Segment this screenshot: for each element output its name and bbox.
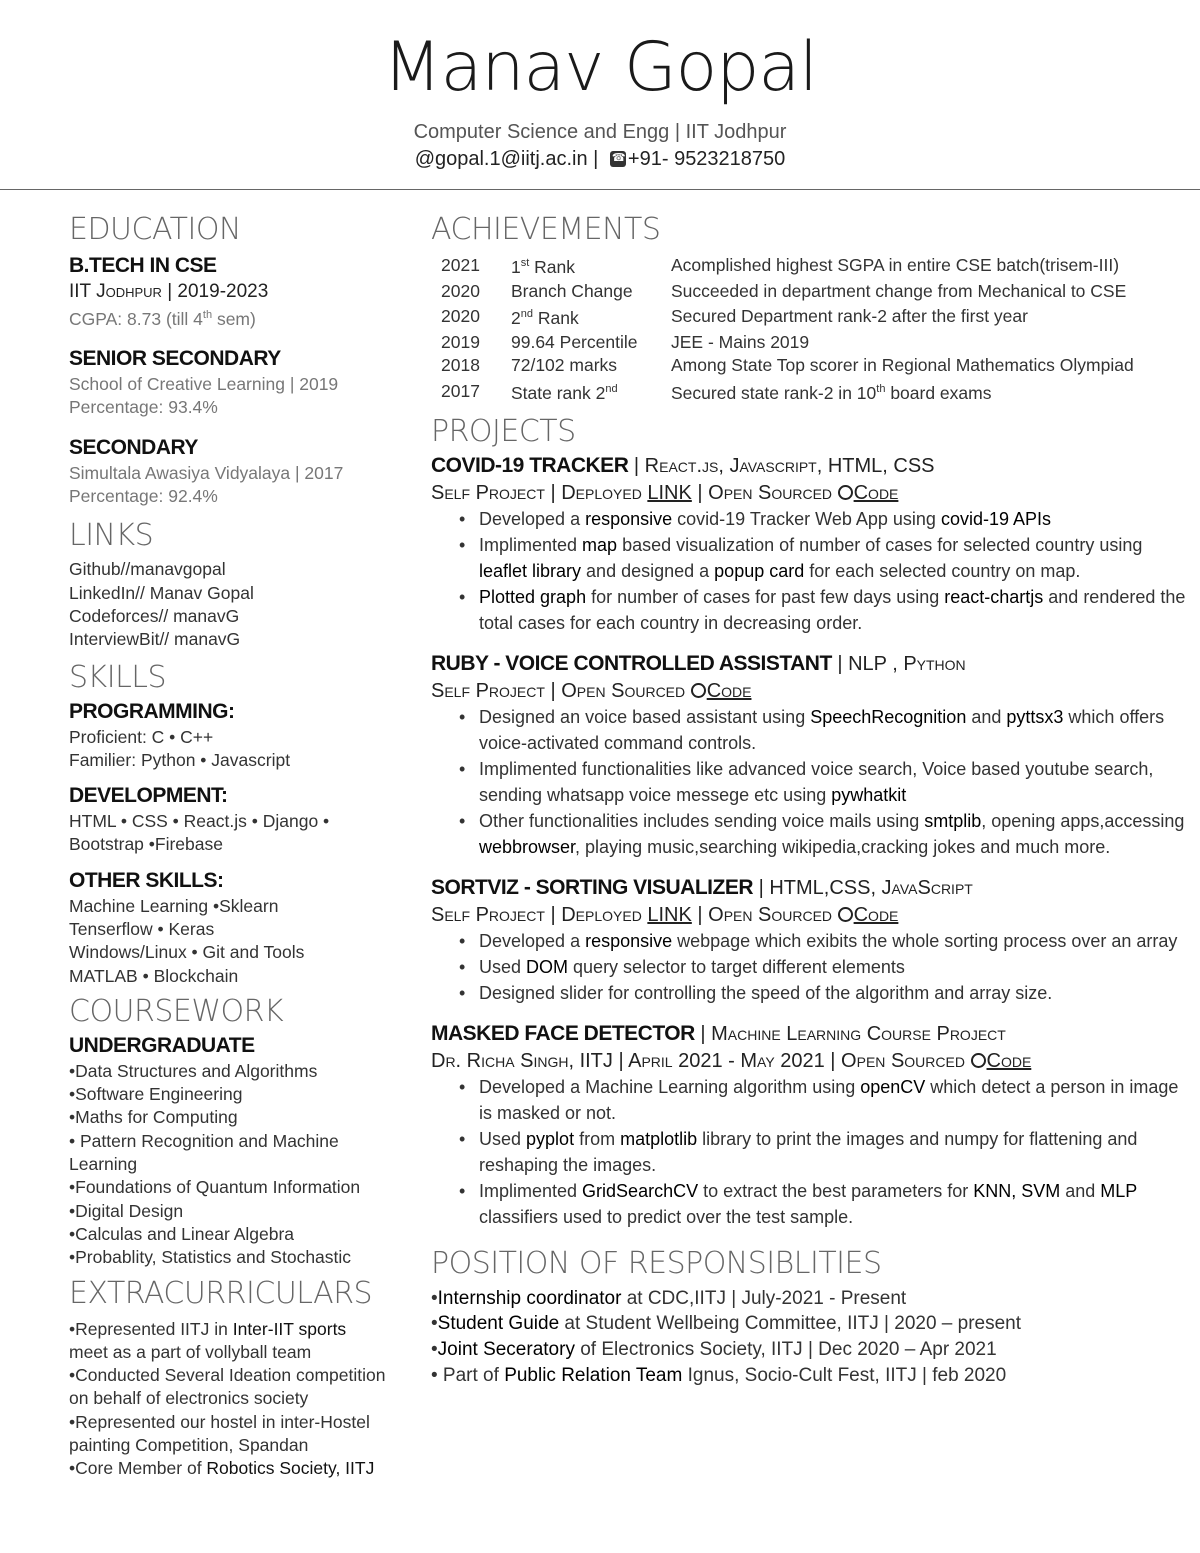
position-item: •Student Guide at Student Wellbeing Committee, IITJ | 2020 – present — [431, 1313, 1022, 1335]
project-bullet: • Implimented map based visualization of number of cases for selected country using leaflet library and designed a popup card for each selected country on map. — [479, 532, 1191, 584]
achievement-row: 2018 72/102 marks Among State Top scorer in Regional Mathematics Olympiad — [441, 355, 1134, 376]
extra-item: painting Competition, Spandan — [69, 1435, 309, 1456]
btech-cgpa: CGPA: 8.73 (till 4th sem) — [69, 308, 256, 329]
project-code-link[interactable]: Code — [853, 481, 899, 504]
right-column — [431, 212, 1191, 1389]
education-title: EDUCATION — [69, 212, 241, 247]
achievement-row: 2021 1st Rank Acomplished highest SGPA in entire CSE batch(trisem-III) — [441, 254, 1120, 277]
course-item: • Pattern Recognition and Machine — [69, 1130, 339, 1151]
extracurriculars-list — [69, 1318, 419, 1481]
skill-line: MATLAB • Blockchain — [69, 965, 239, 986]
project-link[interactable]: LINK — [647, 481, 692, 504]
project-meta: Self Project | Deployed LINK | Open Sourced Code — [431, 481, 899, 504]
project-bullet: • Developed a Machine Learning algorithm using openCV which detect a person in image is masked or not. — [479, 1074, 1191, 1126]
project-bullet: • Developed a responsive covid-19 Tracker Web App using covid-19 APIs — [479, 506, 1191, 532]
project-link[interactable]: LINK — [647, 903, 692, 926]
header-divider — [0, 189, 1200, 190]
skill-line: Tenserflow • Keras — [69, 918, 215, 939]
project-bullet: • Developed a responsive webpage which exibits the whole sorting process over an array — [479, 928, 1191, 954]
course-item: •Digital Design — [69, 1200, 184, 1221]
project-masked-face — [431, 1020, 1191, 1230]
skill-line: Familier: Python • Javascript — [69, 749, 291, 770]
extra-item: •Represented IITJ in Inter-IIT sports — [69, 1318, 347, 1339]
link-linkedin[interactable]: LinkedIn// Manav Gopal — [69, 582, 254, 603]
link-codeforces[interactable]: Codeforces// manavG — [69, 605, 240, 626]
email-text[interactable]: @gopal.1@iitj.ac.in | — [414, 148, 599, 170]
project-title: MASKED FACE DETECTOR | Machine Learning Course Project — [431, 1021, 1006, 1045]
skill-line: Proficient: C • C++ — [69, 726, 214, 747]
course-item: Learning — [69, 1154, 138, 1175]
achievement-row: 2020 Branch Change Succeeded in department change from Mechanical to CSE — [441, 280, 1127, 301]
extra-item: •Represented our hostel in inter-Hostel — [69, 1411, 370, 1432]
project-covid-tracker — [431, 452, 1191, 636]
course-item: •Software Engineering — [69, 1084, 243, 1105]
project-title: SORTVIZ - SORTING VISUALIZER | HTML,CSS, JavaScript — [431, 875, 973, 899]
links-list — [69, 558, 419, 651]
skill-line: HTML • CSS • React.js • Django • — [69, 811, 330, 832]
position-item: • Part of Public Relation Team Ignus, Socio-Cult Fest, IITJ | feb 2020 — [431, 1364, 1007, 1386]
link-interviewbit[interactable]: InterviewBit// manavG — [69, 629, 241, 650]
positions-list — [431, 1286, 1191, 1389]
btech-institute: IIT Jodhpur | 2019-2023 — [69, 281, 269, 302]
extracurriculars-title: EXTRACURRICULARS — [69, 1275, 373, 1311]
programming-heading: PROGRAMMING: — [69, 699, 235, 723]
left-column — [69, 212, 419, 1481]
undergraduate-heading: UNDERGRADUATE — [69, 1033, 255, 1057]
development-heading: DEVELOPMENT: — [69, 784, 228, 808]
secondary-school: Simultala Awasiya Vidyalaya | 2017 — [69, 462, 344, 483]
project-bullet: • Used pyplot from matplotlib library to print the images and numpy for flattening and reshaping the images. — [479, 1126, 1191, 1178]
github-icon — [691, 683, 706, 698]
extra-item: meet as a part of vollyball team — [69, 1341, 312, 1362]
project-bullet: • Other functionalities includes sending voice mails using smtplib, opening apps,accessing webbrowser, playing music,searching wikipedia,cracking jokes and much more. — [479, 808, 1191, 860]
project-bullet: • Designed slider for controlling the speed of the algorithm and array size. — [479, 980, 1191, 1006]
resume-subtitle: Computer Science and Engg | IIT Jodhpur — [413, 121, 787, 143]
positions-title: POSITION OF RESPONSIBLITIES — [431, 1245, 882, 1281]
projects-title: PROJECTS — [431, 413, 576, 449]
course-item: •Probablity, Statistics and Stochastic — [69, 1247, 352, 1268]
project-meta: Self Project | Open Sourced Code — [431, 679, 752, 702]
course-item: •Calculas and Linear Algebra — [69, 1223, 295, 1244]
achievement-row: 2017 State rank 2nd Secured state rank-2 in 10th board exams — [441, 381, 992, 403]
coursework-title: COURSEWORK — [69, 993, 284, 1029]
skills-title: SKILLS — [69, 659, 167, 695]
project-title: COVID-19 TRACKER | React.js, Javascript, HTML, CSS — [431, 453, 935, 477]
secondary-heading: SECONDARY — [69, 435, 198, 459]
position-item: •Joint Seceratory of Electronics Society, IITJ | Dec 2020 – Apr 2021 — [431, 1339, 997, 1361]
course-item: •Data Structures and Algorithms — [69, 1060, 318, 1081]
resume-name: Manav Gopal — [383, 28, 817, 107]
extra-item: •Core Member of Robotics Society, IITJ — [69, 1458, 375, 1479]
achievement-row: 2019 99.64 Percentile JEE - Mains 2019 — [441, 331, 810, 352]
project-meta: Self Project | Deployed LINK | Open Sourced Code — [431, 903, 899, 926]
github-icon — [838, 485, 853, 500]
project-bullet: • Plotted graph for number of cases for past few days using react-chartjs and rendered the total cases for each country in decreasing order. — [479, 584, 1191, 636]
project-sortviz — [431, 874, 1191, 1006]
project-ruby-assistant — [431, 650, 1191, 860]
github-icon — [971, 1053, 986, 1068]
extra-item: on behalf of electronics society — [69, 1388, 309, 1409]
other-skills-heading: OTHER SKILLS: — [69, 868, 224, 892]
secondary-percentage: Percentage: 92.4% — [69, 486, 218, 507]
project-code-link[interactable]: Code — [706, 679, 752, 702]
skill-line: Machine Learning •Sklearn — [69, 895, 279, 916]
contact-line — [0, 148, 1200, 171]
links-title: LINKS — [69, 518, 154, 554]
project-code-link[interactable]: Code — [986, 1049, 1032, 1072]
achievements-table — [441, 252, 1134, 406]
senior-percentage: Percentage: 93.4% — [69, 397, 218, 418]
achievements-title: ACHIEVEMENTS — [431, 212, 661, 247]
link-github[interactable]: Github//manavgopal — [69, 559, 226, 580]
project-bullet: • Implimented GridSearchCV to extract the best parameters for KNN, SVM and MLP classifiers used to predict over the test sample. — [479, 1178, 1191, 1230]
phone-icon — [610, 151, 626, 167]
extra-item: •Conducted Several Ideation competition — [69, 1365, 386, 1386]
course-item: •Foundations of Quantum Information — [69, 1177, 361, 1198]
project-bullet: • Implimented functionalities like advanced voice search, Voice based youtube search, sending whatsapp voice messege etc using pywhatkit — [479, 756, 1191, 808]
skill-line: Bootstrap •Firebase — [69, 834, 223, 855]
achievement-row: 2020 2nd Rank Secured Department rank-2 after the first year — [441, 306, 1028, 329]
project-title: RUBY - VOICE CONTROLLED ASSISTANT | NLP , Python — [431, 651, 966, 675]
senior-heading: SENIOR SECONDARY — [69, 347, 281, 371]
course-item: •Maths for Computing — [69, 1107, 238, 1128]
project-bullet: • Designed an voice based assistant using SpeechRecognition and pyttsx3 which offers voice-activated command controls. — [479, 704, 1191, 756]
position-item: •Internship coordinator at CDC,IITJ | July-2021 - Present — [431, 1287, 907, 1309]
github-icon — [838, 907, 853, 922]
btech-heading: B.TECH IN CSE — [69, 254, 217, 277]
skill-line: Windows/Linux • Git and Tools — [69, 942, 305, 963]
project-code-link[interactable]: Code — [853, 903, 899, 926]
project-meta: Dr. Richa Singh, IITJ | April 2021 - May 2021 | Open Sourced Code — [431, 1049, 1032, 1072]
phone-text: +91- 9523218750 — [627, 148, 786, 170]
project-bullet: • Used DOM query selector to target different elements — [479, 954, 1191, 980]
senior-school: School of Creative Learning | 2019 — [69, 374, 339, 395]
